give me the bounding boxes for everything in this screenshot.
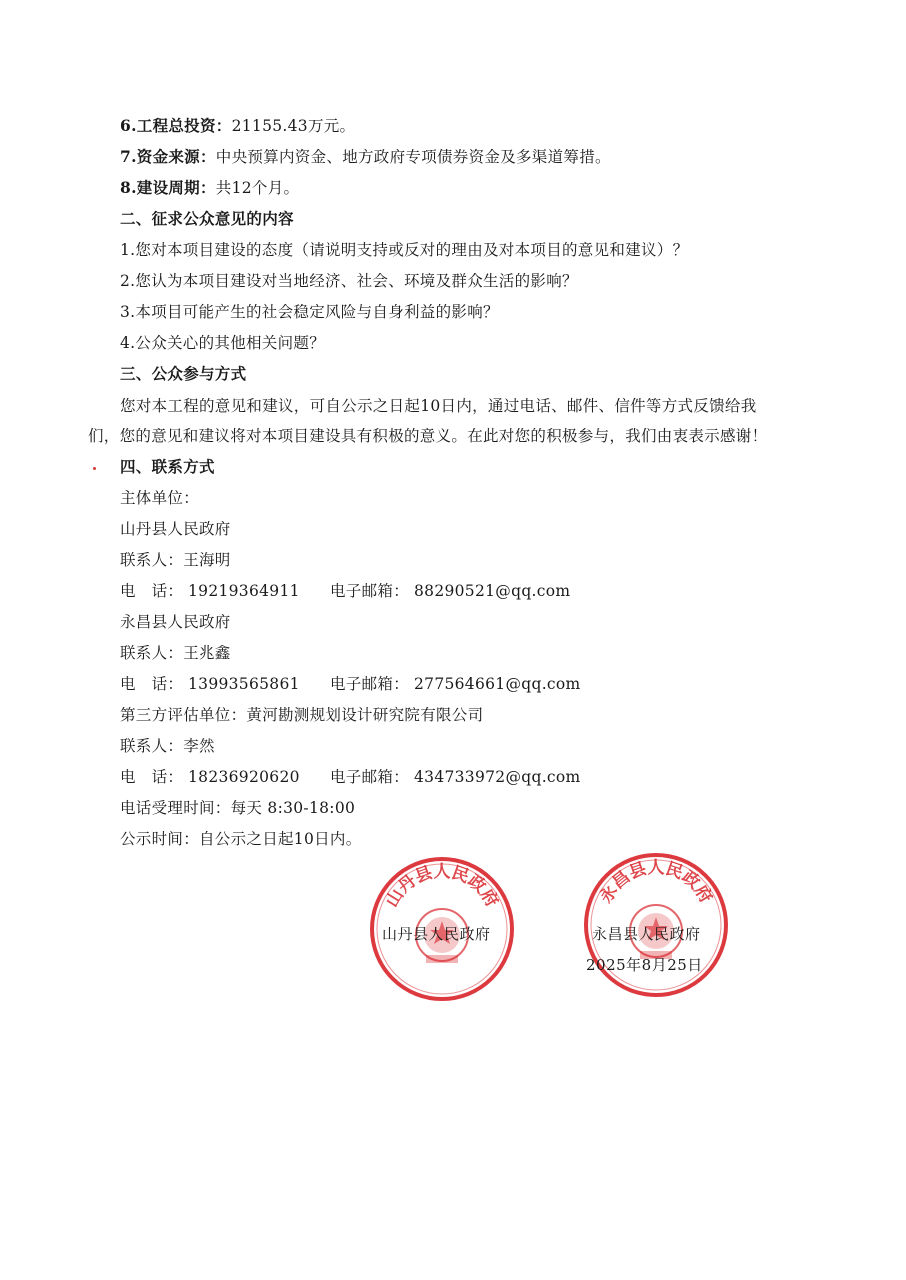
email-label: 电子邮箱： — [330, 675, 410, 693]
section3-heading: 三、公众参与方式 — [120, 364, 247, 383]
third-party-person: 联系人：李然 — [120, 737, 215, 755]
svg-text:山丹县人民政府: 山丹县人民政府 — [382, 862, 502, 911]
period-label: 8.建设周期： — [120, 178, 216, 197]
owner-label: 主体单位： — [120, 489, 200, 507]
funding-value: 中央预算内资金、地方政府专项债券资金及多渠道筹措。 — [215, 148, 611, 166]
notice-period: 公示时间：自公示之日起10日内。 — [120, 830, 362, 848]
contact-person: 联系人：王兆鑫 — [120, 644, 231, 662]
margin-dot — [93, 467, 96, 470]
phone-value: 19219364911 — [188, 582, 300, 600]
question-item: 4.公众关心的其他相关问题？ — [120, 334, 325, 352]
phone-label: 电 话： — [120, 768, 184, 786]
phone-label: 电 话： — [120, 675, 184, 693]
phone-value: 13993565861 — [188, 675, 300, 693]
funding-label: 7.资金来源： — [120, 147, 216, 166]
contact-org: 永昌县人民政府 — [120, 613, 231, 631]
signature-left-org: 山丹县人民政府 — [382, 925, 491, 943]
contact-org: 山丹县人民政府 — [120, 520, 231, 538]
question-item: 2.您认为本项目建设对当地经济、社会、环境及群众生活的影响？ — [120, 272, 578, 290]
contact-phone-row — [120, 674, 620, 694]
email-label: 电子邮箱： — [330, 582, 410, 600]
section4-heading: 四、联系方式 — [120, 457, 215, 476]
email-value: 88290521@qq.com — [414, 582, 571, 600]
contact-phone-row — [120, 581, 620, 601]
third-party-phone-row — [120, 767, 620, 787]
phone-hours: 电话受理时间：每天 8:30-18:00 — [120, 799, 356, 817]
phone-value: 18236920620 — [188, 768, 300, 786]
signature-right-org: 永昌县人民政府 — [592, 925, 701, 943]
contact-person: 联系人：王海明 — [120, 551, 231, 569]
question-item: 3.本项目可能产生的社会稳定风险与自身利益的影响？ — [120, 303, 499, 321]
period-line — [120, 178, 299, 198]
investment-line — [120, 116, 355, 136]
period-value: 共12个月。 — [215, 179, 300, 197]
svg-text:永昌县人民政府: 永昌县人民政府 — [596, 858, 716, 907]
funding-line — [120, 147, 611, 167]
email-value: 434733972@qq.com — [414, 768, 581, 786]
investment-value: 21155.43万元。 — [231, 117, 356, 135]
phone-label: 电 话： — [120, 582, 184, 600]
email-value: 277564661@qq.com — [414, 675, 581, 693]
third-party-org: 第三方评估单位：黄河勘测规划设计研究院有限公司 — [120, 706, 484, 724]
signature-date: 2025年8月25日 — [586, 956, 703, 974]
email-label: 电子邮箱： — [330, 768, 410, 786]
participation-paragraph-line2: 们，您的意见和建议将对本项目建设具有积极的意义。在此对您的积极参与，我们由衷表示感谢！ — [88, 427, 768, 445]
section2-heading: 二、征求公众意见的内容 — [120, 209, 294, 228]
investment-label: 6.工程总投资： — [120, 116, 232, 135]
participation-paragraph-line1: 您对本工程的意见和建议，可自公示之日起10日内，通过电话、邮件、信件等方式反馈给我 — [120, 397, 757, 415]
question-item: 1.您对本项目建设的态度（请说明支持或反对的理由及对本项目的意见和建议）？ — [120, 241, 689, 259]
